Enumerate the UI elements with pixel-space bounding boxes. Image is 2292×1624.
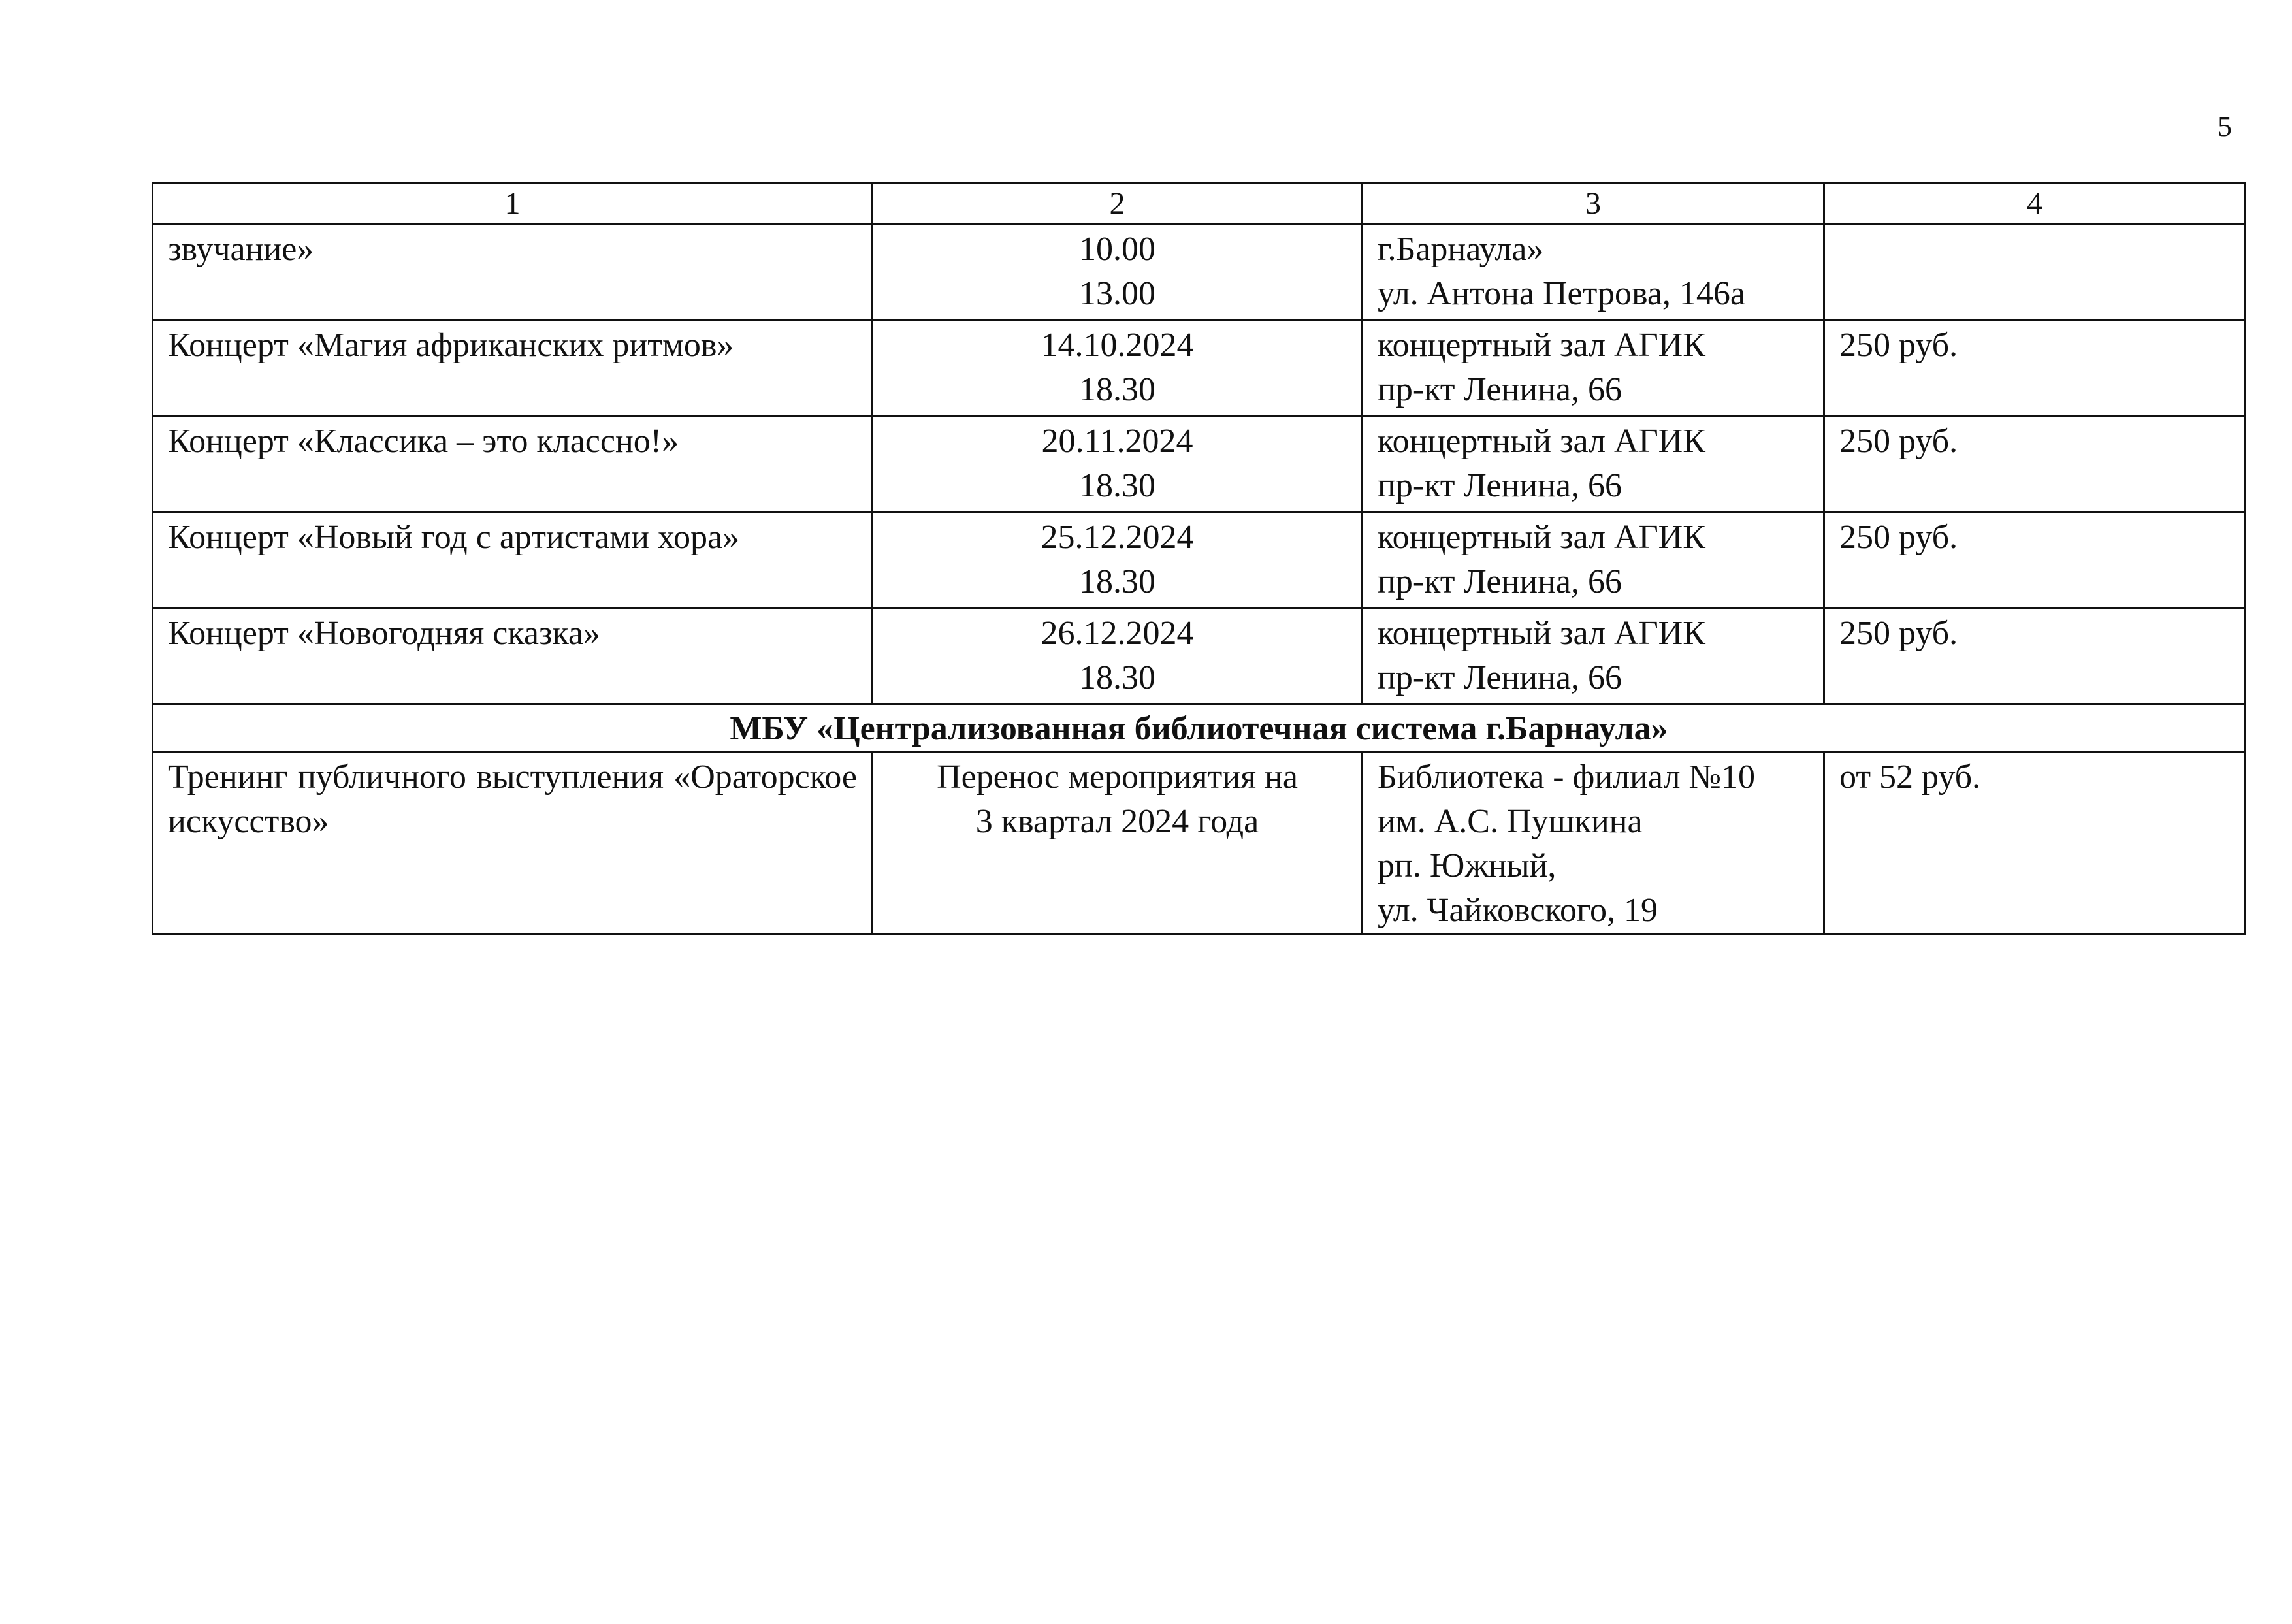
event-time: 18.30 [1079,563,1155,600]
event-date: 20.11.2024 [1041,423,1193,460]
event-time: 18.30 [1079,659,1155,696]
place-name: Библиотека - филиал №10 [1378,758,1756,796]
page-number: 5 [2218,110,2232,142]
place-address: ул. Чайковского, 19 [1378,892,1658,929]
datetime-cell [873,512,1363,608]
event-name: Концерт «Новый год с артистами хора» [168,519,740,556]
column-number-3: 3 [1363,183,1824,224]
price-cell: от 52 руб. [1824,752,2246,934]
price-cell [1824,224,2246,320]
price-cell: 250 руб. [1824,416,2246,512]
event-name: Концерт «Новогодняя сказка» [168,615,601,652]
place-name: концертный зал АГИК [1378,327,1705,364]
table-row [153,752,2246,934]
column-number-1: 1 [153,183,873,224]
table-row [153,608,2246,704]
price-cell: 250 руб. [1824,320,2246,416]
place-address: пр-кт Ленина, 66 [1378,371,1622,408]
price-cell: 250 руб. [1824,608,2246,704]
event-time: 18.30 [1079,467,1155,504]
column-number-2: 2 [873,183,1363,224]
place-cell [1363,224,1824,320]
place-locality: рп. Южный, [1378,847,1557,885]
table-row [153,224,2246,320]
place-cell [1363,608,1824,704]
event-date: 25.12.2024 [1041,519,1194,556]
event-cell [153,416,873,512]
datetime-cell [873,608,1363,704]
place-name: г.Барнаула» [1378,231,1544,268]
table-row [153,512,2246,608]
event-name: Концерт «Классика – это классно!» [168,423,679,460]
event-status: Перенос мероприятия на [937,758,1298,796]
event-name: Концерт «Магия африканских ритмов» [168,327,734,364]
place-name: концертный зал АГИК [1378,423,1705,460]
table-header-row [153,183,2246,224]
event-date: 14.10.2024 [1041,327,1194,364]
events-table [152,182,2246,935]
event-cell [153,320,873,416]
event-cell [153,608,873,704]
section-title: МБУ «Централизованная библиотечная система г.Барнаула» [153,704,2246,752]
datetime-cell [873,320,1363,416]
place-cell [1363,320,1824,416]
event-time: 13.00 [1079,275,1155,312]
table-row [153,416,2246,512]
event-name: звучание» [168,231,314,268]
place-address: пр-кт Ленина, 66 [1378,563,1622,600]
place-cell [1363,752,1824,934]
section-header-row [153,704,2246,752]
event-cell [153,752,873,934]
place-cell [1363,512,1824,608]
event-cell [153,224,873,320]
event-name: Тренинг публичного выступления «Ораторское искусство» [168,758,857,840]
place-name: концертный зал АГИК [1378,519,1705,556]
event-time: 18.30 [1079,371,1155,408]
place-address: ул. Антона Петрова, 146а [1378,275,1746,312]
event-date: 10.00 [1079,231,1155,268]
place-cell [1363,416,1824,512]
event-cell [153,512,873,608]
place-name-extra: им. А.С. Пушкина [1378,803,1643,840]
price-cell: 250 руб. [1824,512,2246,608]
datetime-cell [873,752,1363,934]
datetime-cell [873,416,1363,512]
column-number-4: 4 [1824,183,2246,224]
event-status-period: 3 квартал 2024 года [975,803,1259,840]
event-date: 26.12.2024 [1041,615,1194,652]
datetime-cell [873,224,1363,320]
place-address: пр-кт Ленина, 66 [1378,659,1622,696]
place-name: концертный зал АГИК [1378,615,1705,652]
place-address: пр-кт Ленина, 66 [1378,467,1622,504]
table-row [153,320,2246,416]
